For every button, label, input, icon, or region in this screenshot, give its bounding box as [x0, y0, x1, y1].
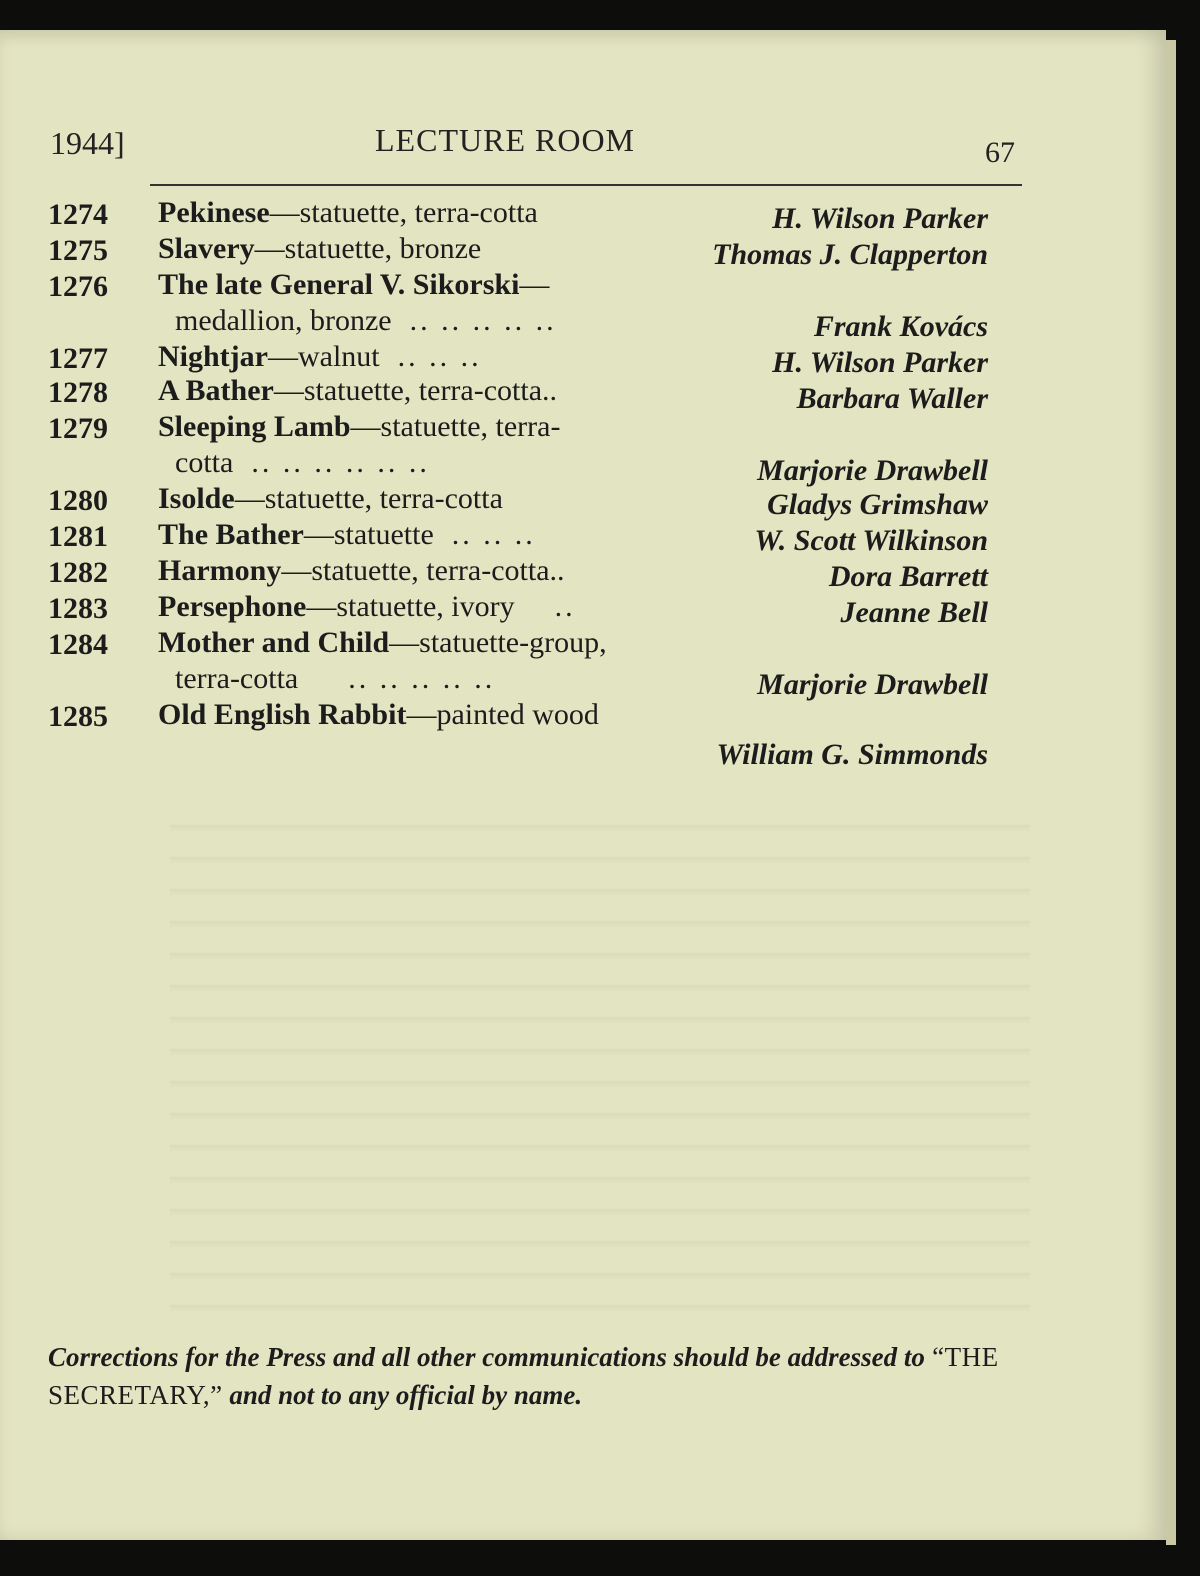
entry-name: The late General V. Sikorski — [158, 268, 520, 301]
entry-name: Isolde — [158, 482, 235, 515]
entry-title — [158, 340, 482, 374]
entry-number: 1285 — [48, 700, 108, 733]
entry-description: —statuette, terra-cotta — [234, 482, 503, 515]
entry-title — [158, 518, 536, 552]
entry-name: Slavery — [158, 232, 255, 265]
entry-description: —statuette, terra-cotta.. — [273, 374, 558, 407]
entry-description: —statuette — [303, 518, 434, 551]
entry-title — [158, 626, 607, 660]
entry-description: —statuette, ivory — [306, 590, 515, 623]
entry-artist: Marjorie Drawbell — [757, 454, 988, 487]
entry-continuation-text: terra-cotta — [175, 662, 299, 695]
entry-continuation — [175, 446, 430, 480]
entry-description: —statuette, terra-cotta.. — [281, 554, 565, 587]
entry-artist: Dora Barrett — [828, 560, 988, 593]
entry-continuation — [175, 662, 495, 696]
leader-dots: .. .. .. .. .. .. — [251, 446, 430, 479]
entry-name: Sleeping Lamb — [158, 410, 351, 443]
entry-artist: Gladys Grimshaw — [767, 488, 988, 521]
entry-title — [158, 482, 503, 516]
entry-artist: H. Wilson Parker — [772, 202, 988, 235]
entry-title — [158, 554, 565, 588]
footer-quote-close: ” — [210, 1380, 223, 1410]
entry-description: —statuette, terra- — [350, 410, 561, 443]
entry-name: Mother and Child — [158, 626, 390, 659]
entry-title — [158, 410, 560, 444]
entry-artist: W. Scott Wilkinson — [754, 524, 988, 557]
entry-number: 1280 — [48, 484, 108, 517]
entry-name: Harmony — [158, 554, 282, 587]
leader-dots: .. .. .. — [451, 518, 536, 551]
footer-quote-open: “ — [924, 1342, 945, 1372]
footer-text-end: and not to any official by name. — [222, 1380, 583, 1410]
page-edge — [1166, 40, 1176, 1545]
entry-title — [158, 374, 557, 408]
entry-title — [158, 232, 481, 266]
entry-name: Persephone — [158, 590, 307, 623]
catalogue-list — [0, 30, 1166, 1540]
entry-description: — — [519, 268, 550, 301]
entry-description: —painted wood — [406, 698, 599, 731]
entry-continuation-text: cotta — [175, 446, 234, 479]
entry-number: 1279 — [48, 412, 108, 445]
entry-number: 1274 — [48, 198, 108, 231]
entry-name: The Bather — [158, 518, 304, 551]
entry-title — [158, 268, 549, 302]
entry-number: 1275 — [48, 234, 108, 267]
entry-name: Nightjar — [158, 340, 268, 373]
entry-artist: Frank Kovács — [813, 310, 988, 343]
page-number: 67 — [985, 136, 1015, 169]
header-year: 1944] — [50, 125, 125, 161]
entry-continuation — [175, 304, 557, 338]
entry-number: 1283 — [48, 592, 108, 625]
leader-dots: .. .. .. .. .. — [409, 304, 557, 337]
entry-artist: Barbara Waller — [796, 382, 988, 415]
entry-name: Old English Rabbit — [158, 698, 407, 731]
entry-description: —statuette-group, — [389, 626, 607, 659]
entry-artist: Marjorie Drawbell — [757, 668, 988, 701]
entry-artist: William G. Simmonds — [716, 738, 988, 771]
entry-number: 1284 — [48, 628, 108, 661]
entry-continuation-text: medallion, bronze — [175, 304, 392, 337]
entry-number: 1277 — [48, 342, 108, 375]
entry-number: 1282 — [48, 556, 108, 589]
entry-number: 1281 — [48, 520, 108, 553]
entry-description: —statuette, terra-cotta — [269, 196, 538, 229]
entry-title — [158, 196, 538, 230]
entry-description: —statuette, bronze — [254, 232, 482, 265]
leader-dots: .. .. .. .. .. — [348, 662, 496, 695]
entry-description: —walnut — [267, 340, 380, 373]
book-page — [0, 30, 1166, 1540]
entry-title — [158, 590, 576, 624]
entry-name: Pekinese — [158, 196, 270, 229]
entry-number: 1278 — [48, 376, 108, 409]
entry-number: 1276 — [48, 270, 108, 303]
footer-notice — [48, 1338, 1023, 1414]
entry-title — [158, 698, 599, 732]
footer-text-start: Corrections for the Press and all other communications should be addressed to — [48, 1342, 925, 1372]
leader-dots: .. — [554, 590, 576, 623]
page-title: LECTURE ROOM — [375, 122, 635, 158]
entry-artist: Thomas J. Clapperton — [712, 238, 988, 271]
leader-dots: .. .. .. — [397, 340, 482, 373]
entry-artist: H. Wilson Parker — [772, 346, 988, 379]
entry-name: A Bather — [158, 374, 274, 407]
footer-secretary: THE SECRETARY, — [48, 1342, 999, 1410]
entry-artist: Jeanne Bell — [840, 596, 988, 629]
